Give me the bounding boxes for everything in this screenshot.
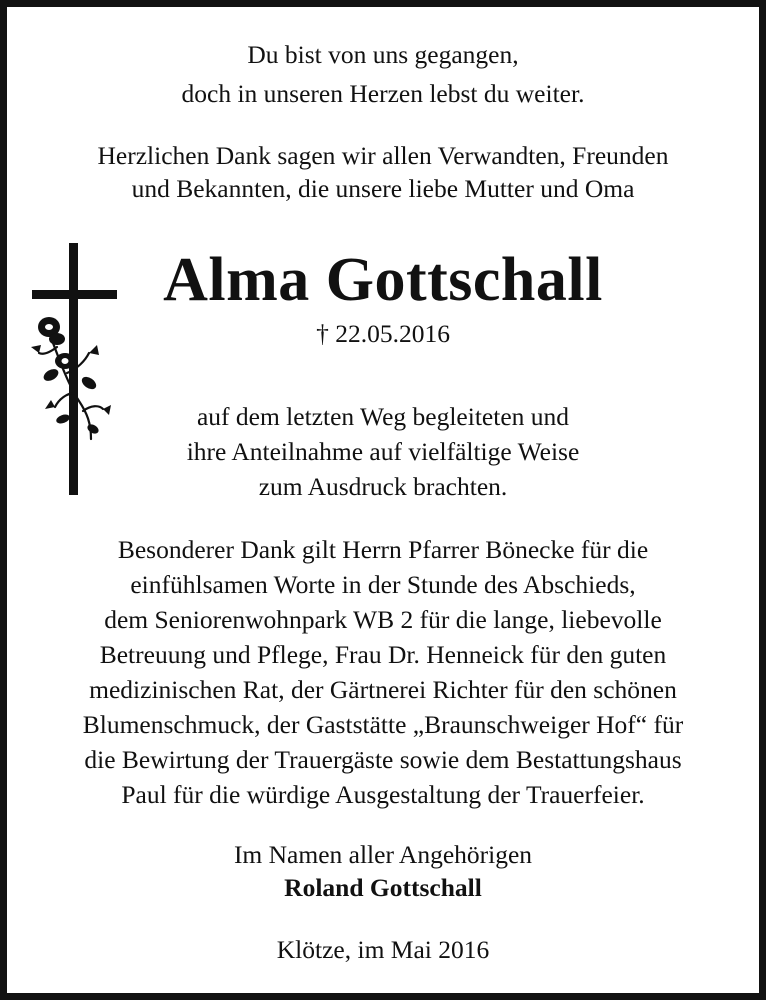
thanks-line-5: medizinischen Rat, der Gärtnerei Richter für den schönen xyxy=(89,675,677,704)
support-line-2: ihre Anteilnahme auf vielfältige Weise xyxy=(186,437,580,466)
signatory-name: Roland Gottschall xyxy=(284,873,482,902)
thanks-line-7: die Bewirtung der Trauergäste sowie dem Bestattungshaus xyxy=(84,745,682,774)
thanks-line-4: Betreuung und Pflege, Frau Dr. Henneick für den guten xyxy=(99,640,667,669)
place-date: Klötze, im Mai 2016 xyxy=(276,935,490,964)
thanks-line-1: Besonderer Dank gilt Herrn Pfarrer Bönecke für die xyxy=(117,535,649,564)
thanks-line-6: Blumenschmuck, der Gaststätte „Braunschweiger Hof“ für xyxy=(82,710,684,739)
thanks-line-8: Paul für die würdige Ausgestaltung der Trauerfeier. xyxy=(121,780,645,809)
thanks-line-2: einfühlsamen Worte in der Stunde des Abschieds, xyxy=(130,570,636,599)
on-behalf-line: Im Namen aller Angehörigen xyxy=(233,840,533,869)
intro-line-1: Herzlichen Dank sagen wir allen Verwandten, Freunden xyxy=(97,141,669,170)
verse-line-1: Du bist von uns gegangen, xyxy=(247,40,519,69)
intro-line-2: und Bekannten, die unsere liebe Mutter und Oma xyxy=(131,174,635,203)
death-date: † 22.05.2016 xyxy=(316,319,450,348)
support-line-1: auf dem letzten Weg begleiteten und xyxy=(196,402,570,431)
thanks-line-3: dem Seniorenwohnpark WB 2 für die lange, liebevolle xyxy=(104,605,662,634)
verse-line-2: doch in unseren Herzen lebst du weiter. xyxy=(181,79,585,108)
deceased-name: Alma Gottschall xyxy=(163,246,603,314)
support-line-3: zum Ausdruck brachten. xyxy=(258,472,508,501)
